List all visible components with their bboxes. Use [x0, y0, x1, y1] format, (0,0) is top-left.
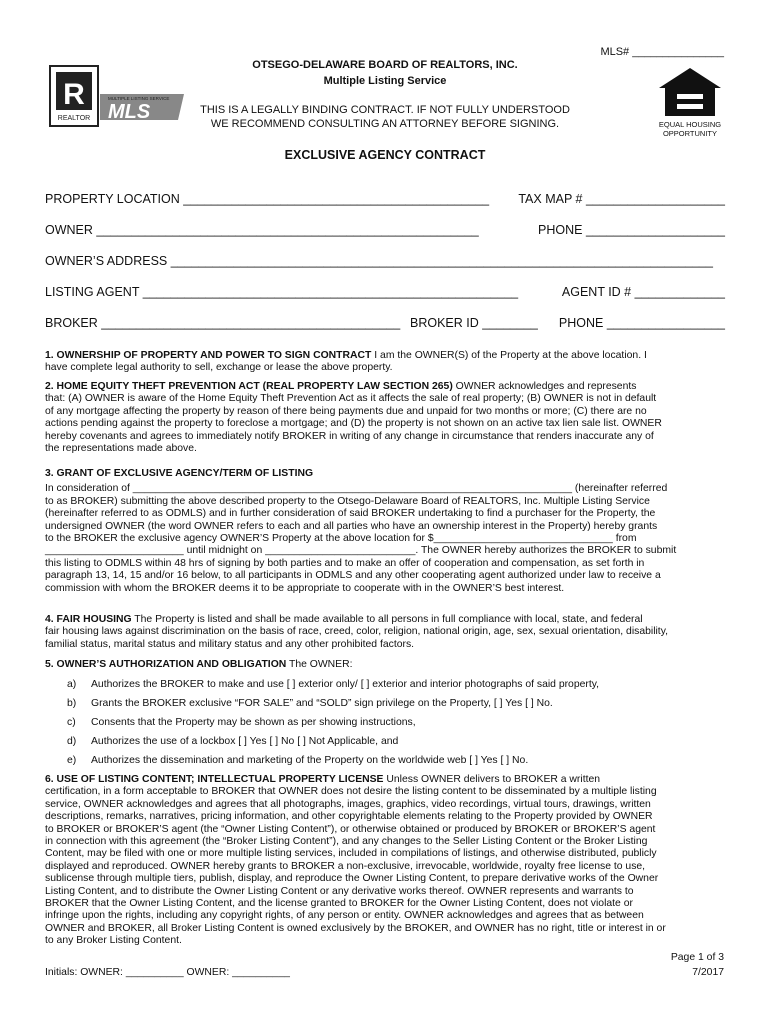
- authorization-item-b[interactable]: [67, 698, 553, 709]
- item-text: Consents that the Property may be shown as per showing instructions,: [91, 717, 416, 728]
- section-6-text: infringe upon the rights, including any copyright rights, of any person or entity. OWNER acknowledges and agrees that as between: [45, 910, 644, 922]
- owner-field[interactable]: OWNER _______________________________________________________: [45, 223, 479, 237]
- section-6-text: Unless OWNER delivers to BROKER a written: [383, 774, 601, 785]
- section-1: [45, 350, 725, 375]
- property-location-field[interactable]: PROPERTY LOCATION ____________________________________________: [45, 192, 490, 206]
- row-address: [45, 254, 725, 270]
- realtor-logo-text: REALTOR: [57, 115, 91, 122]
- item-key: c): [67, 717, 76, 728]
- section-6: [45, 774, 725, 947]
- row-owner: [45, 223, 725, 239]
- page-number: Page 1 of 3: [670, 952, 724, 963]
- authorization-item-c: [67, 717, 416, 728]
- svg-text:R: R: [63, 78, 85, 111]
- section-1-heading: 1. OWNERSHIP OF PROPERTY AND POWER TO SIGN CONTRACT: [45, 350, 372, 361]
- authorization-item-e[interactable]: [67, 755, 528, 766]
- section-6-text: descriptions, remarks, narratives, pricing information, and other copyrightable elements relating to the Property provided by OWNER: [45, 811, 653, 823]
- owner-phone-field[interactable]: PHONE ____________________: [538, 223, 725, 237]
- row-broker: [45, 316, 725, 332]
- item-text: Grants the BROKER exclusive “FOR SALE” and “SOLD” sign privilege on the Property, [ ] Yes [ ] No.: [91, 698, 553, 709]
- section-3-text: to as BROKER) submitting the above described property to the Otsego-Delaware Board of REALTORS, Inc. Multiple Listing Service: [45, 495, 650, 507]
- authorization-item-d[interactable]: [67, 736, 398, 747]
- section-3: [45, 468, 725, 595]
- listing-agent-field[interactable]: LISTING AGENT ______________________________________________________: [45, 285, 519, 299]
- agent-id-field[interactable]: AGENT ID # _____________: [561, 285, 725, 299]
- board-name: OTSEGO-DELAWARE BOARD OF REALTORS, INC.: [252, 59, 518, 71]
- initials-field[interactable]: Initials: OWNER: __________ OWNER: __________: [45, 967, 290, 978]
- item-text: Authorizes the dissemination and marketing of the Property on the worldwide web [ ] Yes [ ] No.: [91, 755, 529, 766]
- row-property: [45, 192, 725, 208]
- section-2-text: OWNER acknowledges and represents: [452, 381, 637, 392]
- section-4-text: fair housing laws against discrimination on the basis of race, creed, color, religion, national origin, age, sex, sexual orientation, disability,: [45, 626, 669, 638]
- section-5-heading: 5. OWNER’S AUTHORIZATION AND OBLIGATION: [45, 659, 287, 670]
- consideration-field[interactable]: In consideration of ____________________________________________________________________________ (hereinafter referred: [45, 483, 668, 495]
- section-6-text: to BROKER or BROKER’S agent (the “Owner Listing Content”), or otherwise obtained or produced by BROKER or BROKER’S agent: [45, 823, 656, 835]
- eho-text-1: EQUAL HOUSING: [658, 120, 722, 129]
- mls-logo-sub: MULTIPLE LISTING SERVICE: [108, 96, 170, 101]
- eho-text-2: OPPORTUNITY: [662, 129, 718, 138]
- broker-field[interactable]: BROKER ___________________________________________: [45, 316, 401, 330]
- section-3-text: (hereinafter referred to as ODMLS) and in further consideration of said BROKER undertaking to find a purchaser for the Property, the: [45, 508, 656, 520]
- section-6-text: to any Broker Listing Content.: [45, 935, 182, 947]
- authorization-item-a[interactable]: [67, 679, 599, 690]
- section-6-text: certification, in a form acceptable to BROKER that OWNER does not desire the listing content to be disseminated by a multiple listing: [45, 786, 657, 798]
- section-3-text: undersigned OWNER (the word OWNER refers to each and all parties who have an ownership interest in the Property) hereby grants: [45, 520, 658, 532]
- section-5-text: The OWNER:: [286, 659, 353, 670]
- item-key: e): [67, 755, 77, 766]
- section-5: [45, 659, 725, 671]
- section-4-heading: 4. FAIR HOUSING: [45, 614, 132, 625]
- section-6-heading: 6. USE OF LISTING CONTENT; INTELLECTUAL PROPERTY LICENSE: [45, 774, 384, 785]
- service-name: Multiple Listing Service: [323, 75, 447, 87]
- section-2: [45, 381, 725, 455]
- section-3-text: paragraph 13, 14, 15 and/or 16 below, to all participants in ODMLS and any other cooperating agent authorized under law to receive a: [45, 570, 661, 582]
- section-6-text: BROKER that the Owner Listing Content, and the license granted to BROKER for the Owner Listing Content, does not violate or: [45, 897, 633, 909]
- broker-phone-field[interactable]: PHONE _________________: [558, 316, 725, 330]
- section-1-text: have complete legal authority to sell, exchange or lease the above property.: [45, 362, 393, 374]
- section-6-text: service, OWNER acknowledges and agrees that all photographs, images, graphics, video recordings, virtual tours, drawings, written: [45, 798, 651, 810]
- owners-address-field[interactable]: OWNER’S ADDRESS ______________________________________________________________________________: [45, 254, 713, 268]
- item-text: Authorizes the use of a lockbox [ ] Yes [ ] No [ ] Not Applicable, and: [91, 736, 399, 747]
- warning-line-2: WE RECOMMEND CONSULTING AN ATTORNEY BEFORE SIGNING.: [210, 118, 560, 130]
- section-2-text: the representations made above.: [45, 442, 197, 454]
- section-4: [45, 614, 725, 651]
- price-field[interactable]: to the BROKER the exclusive agency OWNER’S Property at the above location for $_______________________________ from: [45, 532, 637, 544]
- mls-number: MLS# _______________: [600, 46, 724, 58]
- section-1-text: I am the OWNER(S) of the Property at the above location. I: [371, 350, 647, 361]
- section-4-text: The Property is listed and shall be made available to all persons in full compliance with local, state, and federal: [131, 614, 643, 625]
- page-title: EXCLUSIVE AGENCY CONTRACT: [284, 148, 486, 162]
- mls-logo-text: MLS: [108, 101, 151, 123]
- item-key: d): [67, 736, 77, 747]
- item-key: a): [67, 679, 77, 690]
- section-6-text: in connection with this agreement (the “Broker Listing Content”), and any changes to the Seller Listing Content or the Broker Listing: [45, 835, 648, 847]
- item-key: b): [67, 698, 77, 709]
- section-4-text: familial status, marital status and military status and any other prohibited factors.: [45, 638, 415, 650]
- section-3-heading: 3. GRANT OF EXCLUSIVE AGENCY/TERM OF LISTING: [45, 468, 314, 479]
- section-6-text: Listing Content, and to distribute the Owner Listing Content or any derivative works thereof. OWNER represents and warrants to: [45, 885, 634, 897]
- section-2-heading: 2. HOME EQUITY THEFT PREVENTION ACT (REAL PROPERTY LAW SECTION 265): [45, 381, 453, 392]
- section-3-text: commission with whom the BROKER deems it to be appropriate to cooperate with in the OWNER’S best interest.: [45, 582, 565, 594]
- row-agent: [45, 285, 725, 301]
- section-6-text: OWNER and BROKER, all Broker Listing Content is owned exclusively by the BROKER, and OWNER has no right, title or interest in or: [45, 922, 666, 934]
- section-2-text: that: (A) OWNER is aware of the Home Equity Theft Prevention Act as it affects the sale of real property; (B) OWNER is not in default: [45, 393, 657, 405]
- section-6-text: displayed and reproduced. OWNER hereby grants to BROKER a non-exclusive, irrevocable, worldwide, royalty free license to use,: [45, 860, 646, 872]
- section-2-text: actions pending against the property to foreclose a mortgage; and (D) the property is not shown on an active tax lien sale list. OWNER: [45, 418, 662, 430]
- section-2-text: of any mortgage affecting the property by reason of there being payments due and unpaid for two months or more; (C) there are no: [45, 405, 647, 417]
- form-date: 7/2017: [692, 967, 724, 978]
- warning-line-1: THIS IS A LEGALLY BINDING CONTRACT. IF NOT FULLY UNDERSTOOD: [200, 104, 570, 116]
- term-dates-field[interactable]: ________________________ until midnight on __________________________. The OWNER hereby authorizes the BROKER to submit: [45, 545, 677, 557]
- item-text: Authorizes the BROKER to make and use [ ] exterior only/ [ ] exterior and interior photographs of said property,: [91, 679, 600, 690]
- tax-map-field[interactable]: TAX MAP # ____________________: [518, 192, 725, 206]
- section-2-text: hereby covenants and agrees to immediately notify BROKER in writing of any change in circumstance that renders inaccurate any of: [45, 430, 654, 442]
- broker-id-field[interactable]: BROKER ID ________: [410, 316, 538, 330]
- section-3-text: this listing to ODMLS within 48 hrs of signing by both parties and to make an offer of cooperation and compensation, as set forth in: [45, 557, 645, 569]
- section-6-text: Content, may be filed with one or more multiple listing services, included in compilations of listings, and otherwise distributed, publicly: [45, 848, 657, 860]
- section-6-text: sublicense through multiple tiers, publish, display, and reproduce the Owner Listing Content, to prepare derivative works of the Owner: [45, 873, 659, 885]
